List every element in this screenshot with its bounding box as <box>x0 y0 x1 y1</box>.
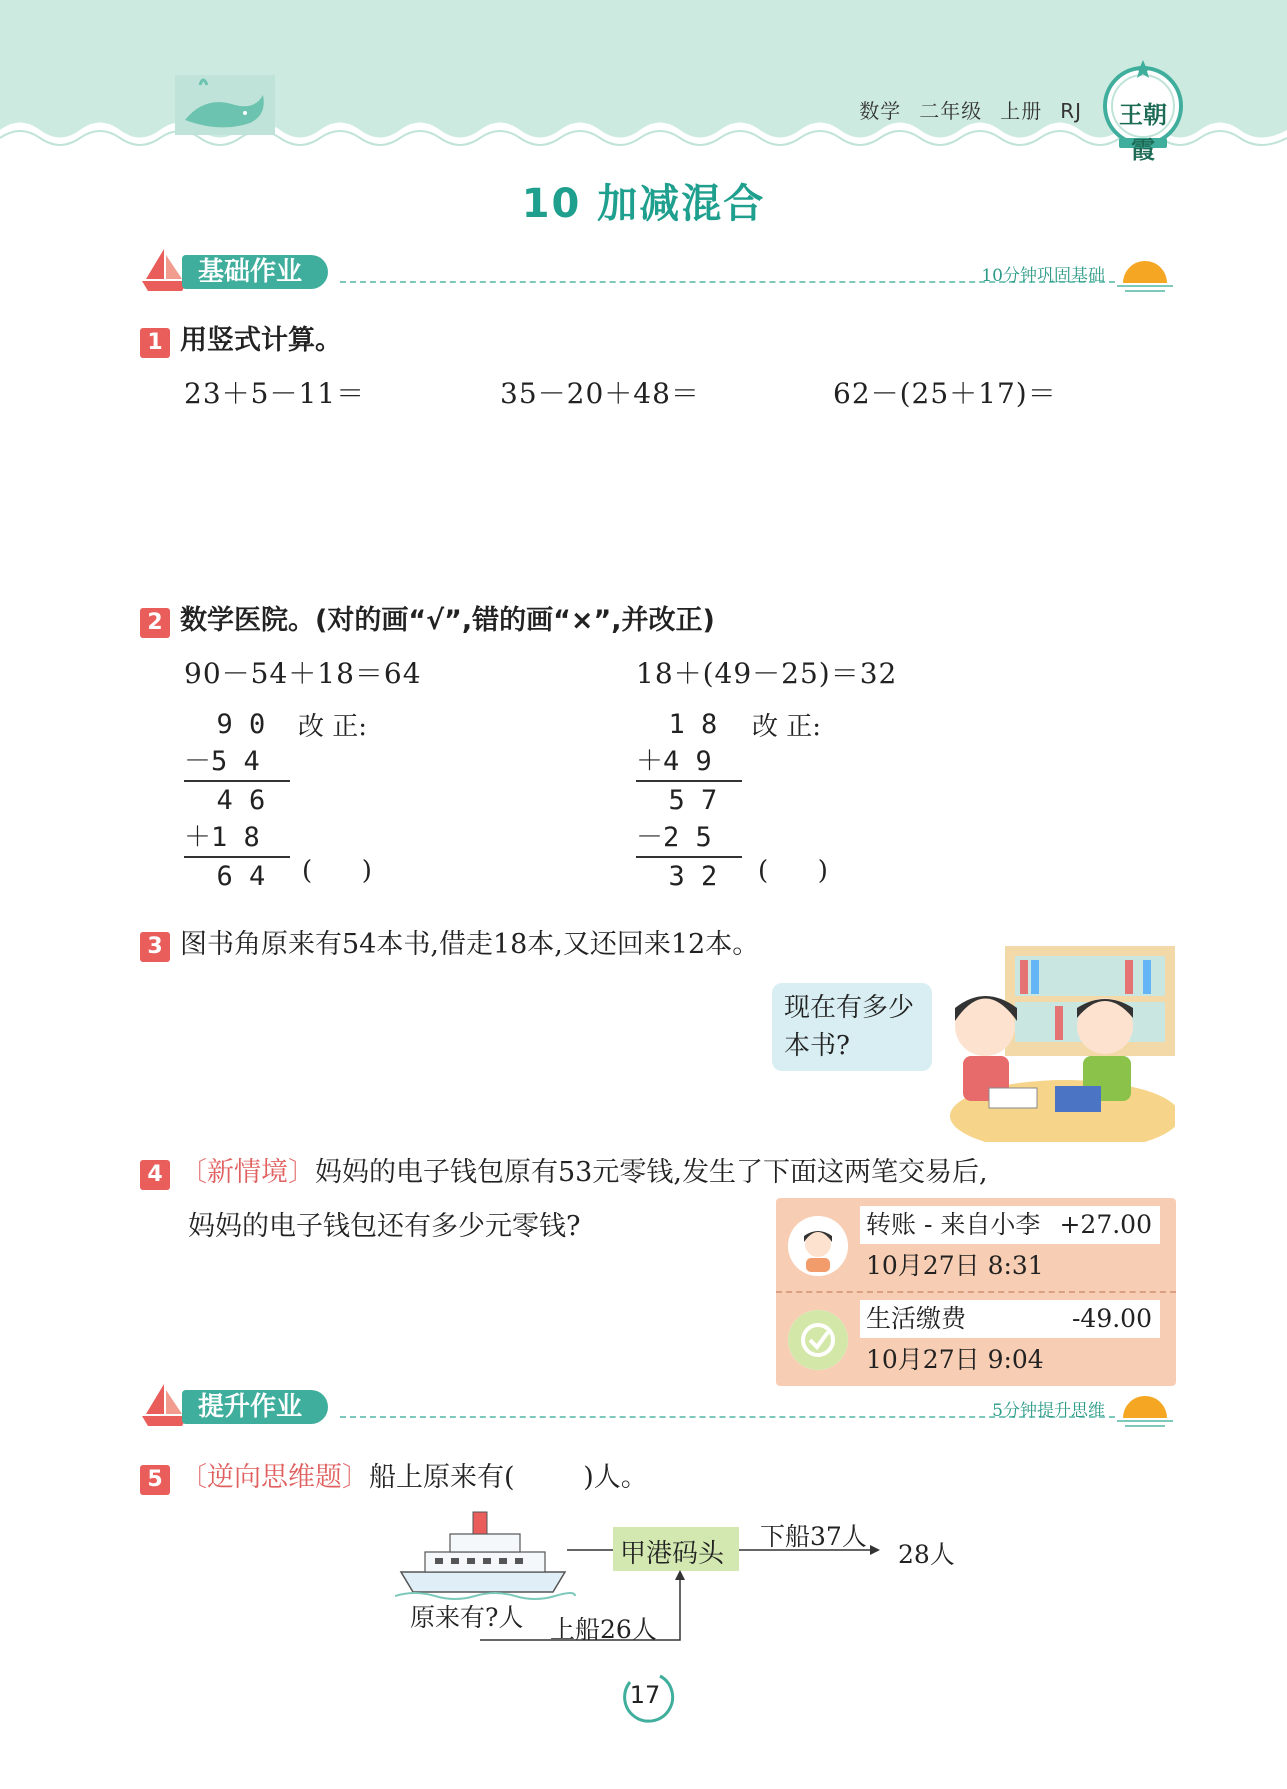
calc-row: ＋4 9 <box>636 743 742 782</box>
question-2 <box>140 598 715 638</box>
transaction-row <box>776 1292 1176 1384</box>
question-number: 3 <box>140 932 170 962</box>
section-hint-advanced: 5分钟提升思维 <box>992 1401 1105 1421</box>
e-wallet-transactions <box>776 1198 1176 1386</box>
sunset-icon <box>1115 249 1175 295</box>
q2-left-vertical-calc <box>184 706 290 895</box>
q2-right-answer-parens[interactable]: ( ) <box>758 856 828 886</box>
question-text: 图书角原来有54本书,借走18本,又还回来12本。 <box>180 929 760 960</box>
question-number: 1 <box>140 328 170 358</box>
page-header <box>0 0 1287 164</box>
section-hint-basic: 10分钟巩固基础 <box>981 266 1105 286</box>
q2-right-vertical-calc <box>636 706 742 895</box>
q2-left-equation: 90－54＋18＝64 <box>184 657 422 690</box>
calc-row: －5 4 <box>184 743 290 782</box>
question-5 <box>140 1455 648 1495</box>
edition-label: RJ <box>1060 99 1082 123</box>
question-4 <box>140 1150 988 1190</box>
transaction-title-box <box>860 1206 1160 1244</box>
page-number: 17 <box>629 1681 661 1709</box>
calc-row: ＋1 8 <box>184 819 290 858</box>
sunset-icon <box>1115 1384 1175 1430</box>
disembark-label: 下船37人 <box>760 1522 867 1551</box>
volume-label: 上册 <box>1000 99 1043 123</box>
question-text: 用竖式计算。 <box>180 325 342 356</box>
header-book-info <box>841 95 1082 124</box>
dock-label: 甲港码头 <box>620 1539 725 1569</box>
embark-label: 上船26人 <box>550 1615 657 1644</box>
calc-row: 5 7 <box>636 785 718 816</box>
bubble-line-2: 本书? <box>784 1031 850 1061</box>
whale-icon <box>175 75 275 135</box>
question-tag: 〔逆向思维题〕 <box>180 1462 369 1493</box>
q2-right-equation: 18＋(49－25)＝32 <box>636 657 898 690</box>
question-text: 数学医院。(对的画“√”,错的画“×”,并改正) <box>180 605 715 636</box>
question-number: 5 <box>140 1465 170 1495</box>
question-text-line-1: 妈妈的电子钱包原有53元零钱,发生了下面这两笔交易后, <box>315 1157 988 1188</box>
page-title: 10 加减混合 <box>521 181 766 227</box>
transaction-title-box <box>860 1300 1160 1338</box>
q1-expression-3: 62－(25＋17)＝ <box>833 377 1057 410</box>
grade-label: 二年级 <box>919 99 983 123</box>
bubble-line-1: 现在有多少 <box>784 993 915 1023</box>
ship-flow-diagram <box>395 1500 995 1670</box>
transaction-amount: +27.00 <box>1059 1210 1152 1239</box>
question-tag: 〔新情境〕 <box>180 1157 315 1188</box>
transaction-amount: -49.00 <box>1071 1304 1152 1333</box>
transaction-row <box>776 1198 1176 1290</box>
q2-left-answer-parens[interactable]: ( ) <box>302 856 372 886</box>
transaction-time: 10月27日 9:04 <box>866 1345 1044 1374</box>
transaction-title: 生活缴费 <box>866 1304 967 1333</box>
calc-row: －2 5 <box>636 819 742 858</box>
kids-reading-illustration <box>905 946 1175 1142</box>
q2-right-fix-label: 改 正: <box>752 712 822 742</box>
q1-expression-1: 23＋5－11＝ <box>184 377 366 410</box>
subject-label: 数学 <box>859 99 902 123</box>
section-label-basic: 基础作业 <box>182 255 328 289</box>
transaction-title: 转账 - 来自小李 <box>866 1210 1041 1239</box>
transaction-time: 10月27日 8:31 <box>866 1251 1044 1280</box>
question-number: 4 <box>140 1160 170 1190</box>
section-banner-advanced <box>140 1380 1175 1430</box>
calc-row: 1 8 <box>636 709 718 740</box>
question-speech-bubble <box>772 983 932 1071</box>
ship-icon <box>395 1512 575 1599</box>
calc-row: 9 0 <box>184 709 266 740</box>
question-1 <box>140 318 342 358</box>
start-label: 原来有?人 <box>410 1603 524 1632</box>
question-3 <box>140 922 759 962</box>
person-avatar-icon <box>788 1216 848 1276</box>
q2-left-fix-label: 改 正: <box>298 712 368 742</box>
brand-name: 王朝霞 <box>1119 101 1167 164</box>
question-number: 2 <box>140 608 170 638</box>
calc-row: 3 2 <box>636 861 718 892</box>
section-banner-basic <box>140 245 1175 295</box>
q1-expression-2: 35－20＋48＝ <box>500 377 700 410</box>
question-text: 船上原来有( )人。 <box>369 1462 648 1493</box>
question-4-line-2: 妈妈的电子钱包还有多少元零钱? <box>188 1211 581 1242</box>
utility-payment-icon <box>788 1310 848 1370</box>
calc-row: 6 4 <box>184 861 266 892</box>
calc-row: 4 6 <box>184 785 266 816</box>
section-label-advanced: 提升作业 <box>182 1390 328 1424</box>
result-label: 28人 <box>898 1540 955 1569</box>
